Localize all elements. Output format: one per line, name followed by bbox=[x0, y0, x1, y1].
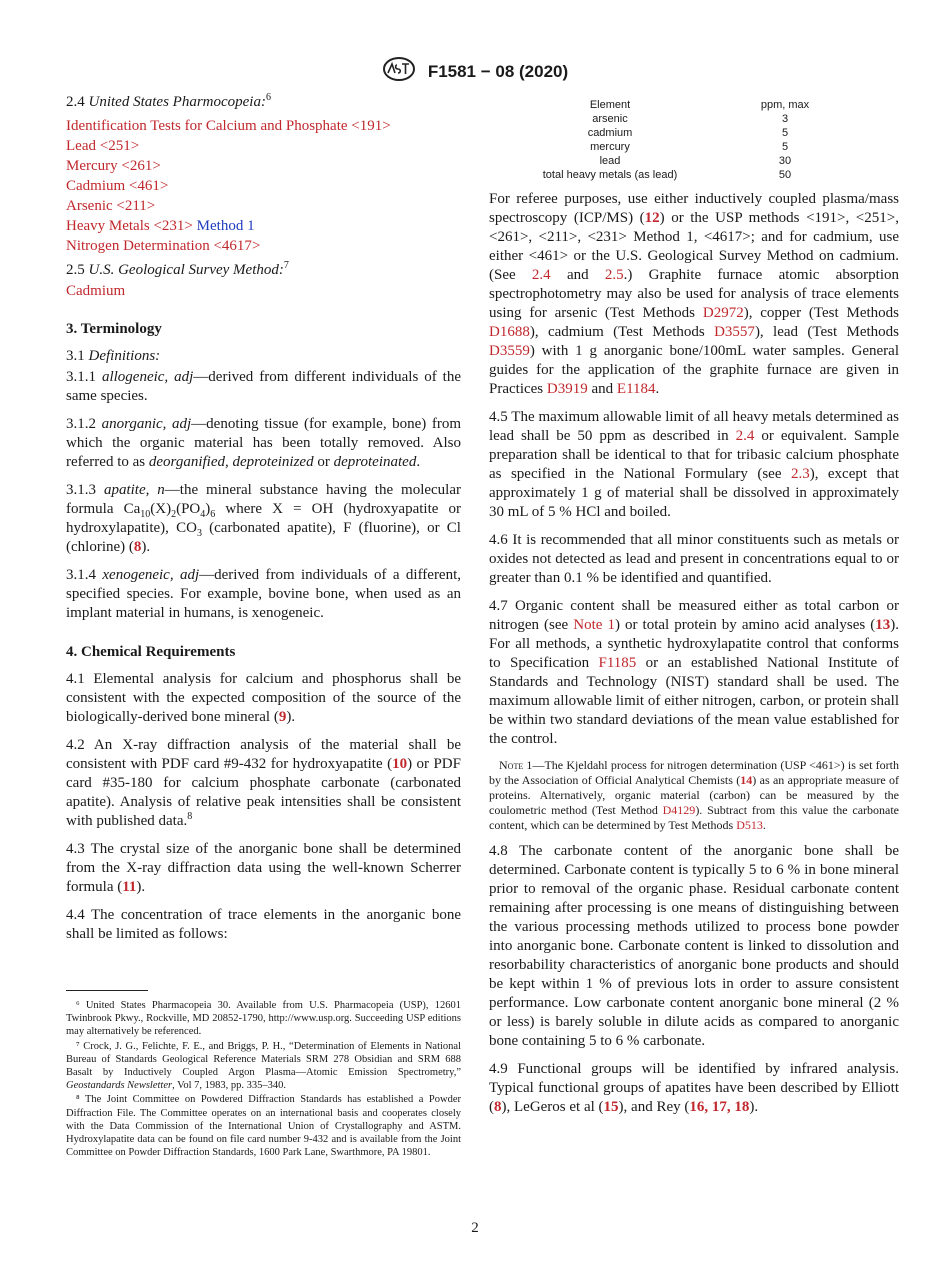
definition-apatite: 3.1.3 apatite, n—the mineral substance having the molecular formula $Ca_{10}(X)_2(PO_4)_6$ where X = OH (hydroxyapatite or hydroxylapatite), $CO_3$ (carbonated apatite), F (fluorine), or Cl (chlorine) (8). bbox=[66, 482, 461, 555]
right-column bbox=[489, 93, 899, 1126]
d513-link[interactable]: D513 bbox=[736, 818, 763, 832]
table-cell: 5 bbox=[781, 141, 789, 153]
referee-paragraph: For referee purposes, use either inductively coupled plasma/mass spectroscopy (ICP/MS) (12) or the USP methods <191>, <251>, <261>, <211>, <231> Method 1, <4617>; and for cadmium, use either <461> or the U.S. Geological Survey Method on cadmium. (See 2.4 and 2.5.) Graphite furnace atomic absorption spectrophotometry may also be used for analysis of trace elements using for arsenic (Test Methods D2972), copper (Test Methods D1688), cadmium (Test Methods D3557), lead (Test Methods D3559) with 1 g anorganic bone/100mL water samples. General guides for the application of the graphite furnace are given in Practices D3919 and E1184. bbox=[489, 191, 899, 397]
table-header-cell: Element bbox=[589, 99, 631, 111]
d1688-link[interactable]: D1688 bbox=[489, 324, 530, 340]
ref-16-link[interactable]: 16, bbox=[689, 1099, 709, 1115]
page-number: 2 bbox=[471, 1220, 479, 1236]
section-3-1: 3.1 Definitions: bbox=[66, 348, 161, 364]
table-header-row bbox=[525, 98, 875, 112]
e1184-link[interactable]: E1184 bbox=[616, 381, 656, 397]
section-2-5-heading: 2.5 U.S. Geological Survey Method:$^7$ bbox=[66, 260, 289, 278]
d3559-link[interactable]: D3559 bbox=[489, 343, 530, 359]
page-header bbox=[0, 56, 950, 87]
method-1-link[interactable]: Method 1 bbox=[196, 218, 255, 234]
table-row bbox=[525, 112, 875, 126]
para-4-2: 4.2 An X-ray diffraction analysis of the material shall be consistent with PDF card #9-432 for hydroxyapatite (10) or PDF card #35-180 for calcium phosphate carbonate (carbonated apatite). Analysis of relative peak intensities shall be consistent with published data.$^8$ bbox=[66, 737, 461, 829]
d2972-link[interactable]: D2972 bbox=[702, 305, 744, 321]
ref-8-link[interactable]: 8 bbox=[494, 1099, 502, 1115]
note-1: Note 1—The Kjeldahl process for nitrogen determination (USP <461>) is set forth by the Association of Official Analytical Chemists (14) as an appropriate measure of proteins. Alternatively, organic material (carbon) can be measured by the coulometric method (Test Method D4129). Subtract from this value the carbonate content, which can be determined by Test Methods D513. bbox=[489, 758, 900, 832]
table-cell: 50 bbox=[778, 169, 792, 181]
definition-allogeneic: 3.1.1 allogeneic, adj—derived from different individuals of the same species. bbox=[66, 369, 461, 404]
usp-link-251[interactable]: Lead <251> bbox=[66, 138, 140, 154]
footnote-6: ⁶ United States Pharmacopeia 30. Available from U.S. Pharmacopeia (USP), 12601 Twinbrook Pkwy., Rockville, MD 20852-1790, http://www.usp.org. Succeeding USP editions may alternatively be referenced. bbox=[66, 1000, 461, 1038]
para-4-7: 4.7 Organic content shall be measured either as total carbon or nitrogen (see Note 1) or total protein by amino acid analyses (13). For all methods, a synthetic hydroxylapatite control that conforms to Specification F1185 or an established National Institute of Standards and Technology (NIST) standard shall be used. The maximum allowable limit of either nitrogen, carbon, or protein shall be within two standard deviations of the mean value established for the control. bbox=[489, 598, 900, 747]
astm-logo-icon bbox=[382, 56, 416, 87]
ref-8-link[interactable]: 8 bbox=[133, 539, 142, 555]
para-4-6: 4.6 It is recommended that all minor constituents such as metals or oxides not detected as lead and present in concentrations equal to or greater than 0.1 % be identified and quantified. bbox=[489, 532, 899, 586]
usp-method-list bbox=[66, 116, 461, 256]
usgs-cadmium-link[interactable]: Cadmium bbox=[66, 283, 126, 299]
trace-element-table bbox=[525, 98, 875, 182]
footnote-rule bbox=[66, 990, 148, 991]
section-2-4-heading: 2.4 United States Pharmocopeia:$^6$ bbox=[66, 92, 271, 110]
section-2-4-link[interactable]: 2.4 bbox=[531, 267, 551, 283]
usp-link-191[interactable]: Identification Tests for Calcium and Phosphate <191> bbox=[66, 118, 391, 134]
note-1-link[interactable]: Note 1 bbox=[573, 617, 615, 633]
definition-xenogeneic: 3.1.4 xenogeneic, adj—derived from individuals of a different, specified species. For example, bovine bone, when used as an implant material in humans, is xenogeneic. bbox=[66, 567, 462, 621]
table-cell: mercury bbox=[590, 141, 630, 153]
usp-link-211[interactable]: Arsenic <211> bbox=[66, 198, 156, 214]
ref-10-link[interactable]: 10 bbox=[392, 756, 408, 772]
section-4-heading: 4. Chemical Requirements bbox=[66, 644, 236, 660]
usp-link-231[interactable]: Heavy Metals <231> bbox=[66, 218, 193, 234]
para-4-4: 4.4 The concentration of trace elements in the anorganic bone shall be limited as follows: bbox=[66, 907, 461, 942]
table-cell: cadmium bbox=[587, 127, 633, 139]
d3919-link[interactable]: D3919 bbox=[546, 381, 588, 397]
para-4-1: 4.1 Elemental analysis for calcium and phosphorus shall be consistent with the expected composition of the source of the biologically-derived bone mineral (9). bbox=[66, 671, 461, 725]
table-cell: 30 bbox=[778, 155, 792, 167]
footnote-8: ⁸ The Joint Committee on Powdered Diffraction Standards has established a Powder Diffraction File. The Committee operates on an international basis and cooperates closely with the Data Commission of the International Union of Crystallography and ASTM. Hydroxylapatite data can be found on file card number 9-432 and is available from the Joint Committee on Powder Diffraction Standards, 1600 Park Lane, Swarthmore, PA 19801. bbox=[66, 1094, 461, 1159]
usp-link-4617[interactable]: Nitrogen Determination <4617> bbox=[66, 238, 261, 254]
ref-15-link[interactable]: 15 bbox=[603, 1099, 619, 1115]
d4129-link[interactable]: D4129 bbox=[662, 803, 696, 817]
table-row bbox=[525, 168, 875, 182]
section-3-heading: 3. Terminology bbox=[66, 321, 162, 337]
table-row bbox=[525, 126, 875, 140]
ref-11-link[interactable]: 11 bbox=[122, 879, 137, 895]
table-header-cell: ppm, max bbox=[760, 99, 810, 111]
para-4-9: 4.9 Functional groups will be identified by infrared analysis. Typical functional groups of apatites have been described by Elliott (8), LeGeros et al (15), and Rey (16, 17, 18). bbox=[489, 1061, 899, 1115]
ref-12-link[interactable]: 12 bbox=[644, 210, 660, 226]
ref-9-link[interactable]: 9 bbox=[278, 709, 287, 725]
footnote-7: ⁷ Crock, J. G., Felichte, F. E., and Briggs, P. H., “Determination of Elements in National Bureau of Standards Geological Reference Materials SRM 278 Obsidian and SRM 688 Basalt by Inductively Coupled Argon Plasma—Atomic Emission Spectrometry,” Geostandards Newsletter, Vol 7, 1983, pp. 335–340. bbox=[66, 1040, 461, 1092]
para-4-3: 4.3 The crystal size of the anorganic bone shall be determined from the X-ray diffraction data using the well-known Scherrer formula (11). bbox=[66, 841, 461, 895]
table-cell: 3 bbox=[781, 113, 789, 125]
usp-link-461[interactable]: Cadmium <461> bbox=[66, 178, 169, 194]
document-designation: F1581 − 08 (2020) bbox=[427, 61, 569, 81]
table-cell: 5 bbox=[781, 127, 789, 139]
section-2-4-link[interactable]: 2.4 bbox=[735, 428, 755, 444]
footnotes bbox=[66, 990, 461, 1160]
usp-link-261[interactable]: Mercury <261> bbox=[66, 158, 161, 174]
section-2-5-link[interactable]: 2.5 bbox=[604, 267, 624, 283]
table-cell: total heavy metals (as lead) bbox=[542, 169, 678, 181]
para-4-5: 4.5 The maximum allowable limit of all heavy metals determined as lead shall be 50 ppm as described in 2.4 or equivalent. Sample preparation shall be identical to that for tribasic calcium phosphate as specified in the National Formulary (see 2.3), except that approximately 1 g of material shall be dissolved in approximately 30 mL of 5 % HCl and boiled. bbox=[489, 409, 900, 520]
table-cell: arsenic bbox=[592, 113, 628, 125]
d3557-link[interactable]: D3557 bbox=[714, 324, 755, 340]
table-cell: lead bbox=[599, 155, 621, 167]
definition-anorganic: 3.1.2 anorganic, adj—denoting tissue (for example, bone) from which the organic material has been totally removed. Also referred to as deorganified, deproteinized or deproteinated. bbox=[66, 416, 462, 470]
ref-18-link[interactable]: 18 bbox=[734, 1099, 750, 1115]
f1185-link[interactable]: F1185 bbox=[598, 655, 637, 671]
ref-17-link[interactable]: 17, bbox=[711, 1099, 731, 1115]
table-row bbox=[525, 140, 875, 154]
para-4-8: 4.8 The carbonate content of the anorganic bone shall be determined. Carbonate content is typically 5 to 6 % in bone mineral prior to removal of the organic phase. Residual carbonate content remaining after processing is one means of distinguishing between the various processing methods utilized to process bone powder into anorganic bone. Carbonate content is linked to dissolution and resorbability characteristics of anorganic bone products and should be kept within 1 % of previous lots in order to assure consistent performance. Low carbonate content anorganic bone mineral (2 % or less) is barely soluble in dilute acids as compared to anorganic bone containing 5 to 6 % carbonate. bbox=[489, 843, 899, 1049]
left-column bbox=[66, 92, 462, 1159]
ref-13-link[interactable]: 13 bbox=[875, 617, 891, 633]
table-row bbox=[525, 154, 875, 168]
section-2-3-link[interactable]: 2.3 bbox=[790, 466, 810, 482]
usp-link-231-row bbox=[66, 216, 461, 236]
ref-14-link[interactable]: 14 bbox=[740, 773, 753, 787]
